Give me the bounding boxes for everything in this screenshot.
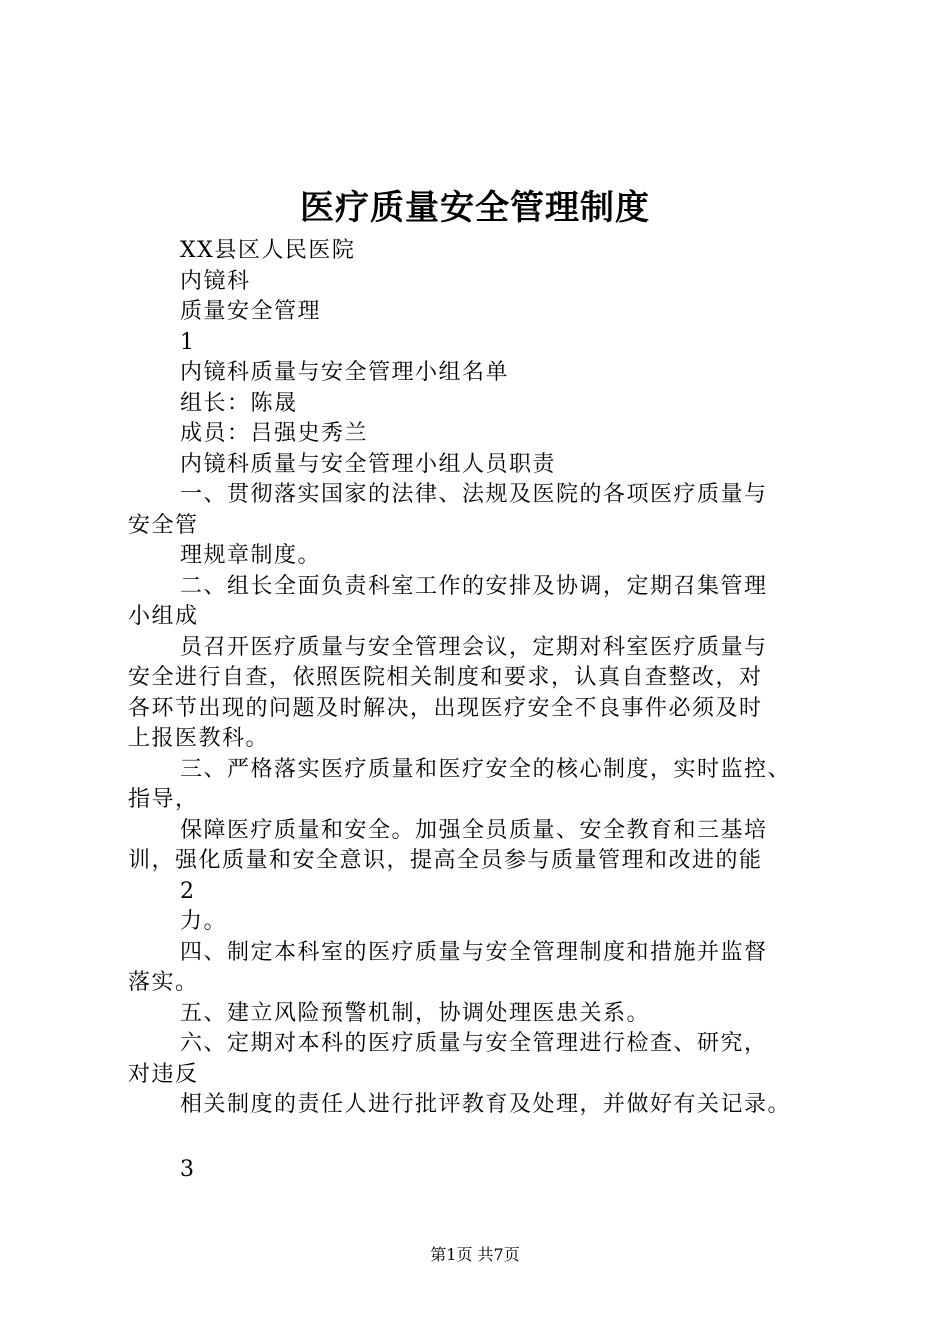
text-line: 2 [180,878,196,904]
text-line: 理规章制度。 [180,543,322,568]
text-line: 内镜科 [180,268,251,294]
text-line: 各环节出现的问题及时解决，出现医疗安全不良事件必须及时 [128,695,763,721]
text-line: 员召开医疗质量与安全管理会议，定期对科室医疗质量与 [180,634,768,660]
text-line: 五、建立风险预警机制，协调处理医患关系。 [180,1000,651,1026]
text-line: 安全管 [128,512,199,538]
text-line: 安全进行自查，依照医院相关制度和要求，认真自查整改，对 [128,665,763,690]
spacer [128,1121,840,1155]
text-line: 小组成 [128,604,199,629]
text-line: 3 [180,1156,196,1182]
document-body [128,236,840,1185]
text-line: 质量安全管理 [180,299,322,324]
text-line: 内镜科质量与安全管理小组名单 [180,360,510,385]
text-line: 四、制定本科室的医疗质量与安全管理制度和措施并监督 [180,939,768,965]
text-line: 力。 [180,909,228,934]
page-footer: 第1页 共7页 [430,1245,520,1264]
text-line: 落实。 [128,970,199,995]
text-line: 六、定期对本科的医疗质量与安全管理进行检查、研究， [180,1031,768,1056]
text-line: XX县区人民医院 [180,238,356,263]
text-line: 上报医教科。 [128,726,270,751]
text-line: 内镜科质量与安全管理小组人员职责 [180,451,557,477]
document-title: 医疗质量安全管理制度 [300,188,650,228]
text-line: 保障医疗质量和安全。加强全员质量、安全教育和三基培 [180,817,768,843]
text-line: 相关制度的责任人进行批评教育及处理，并做好有关记录。 [180,1092,792,1117]
text-line: 一、贯彻落实国家的法律、法规及医院的各项医疗质量与 [180,482,768,507]
text-line: 组长：陈晟 [180,390,298,416]
text-line: 成员：吕强史秀兰 [180,421,369,446]
text-line: 指导， [128,787,199,812]
text-line: 对违反 [128,1061,199,1087]
text-line: 二、组长全面负责科室工作的安排及协调，定期召集管理 [180,573,768,599]
text-line: 训，强化质量和安全意识，提高全员参与质量管理和改进的能 [128,848,763,873]
text-line: 三、严格落实医疗质量和医疗安全的核心制度，实时监控、 [180,756,792,782]
text-line: 1 [180,329,196,355]
